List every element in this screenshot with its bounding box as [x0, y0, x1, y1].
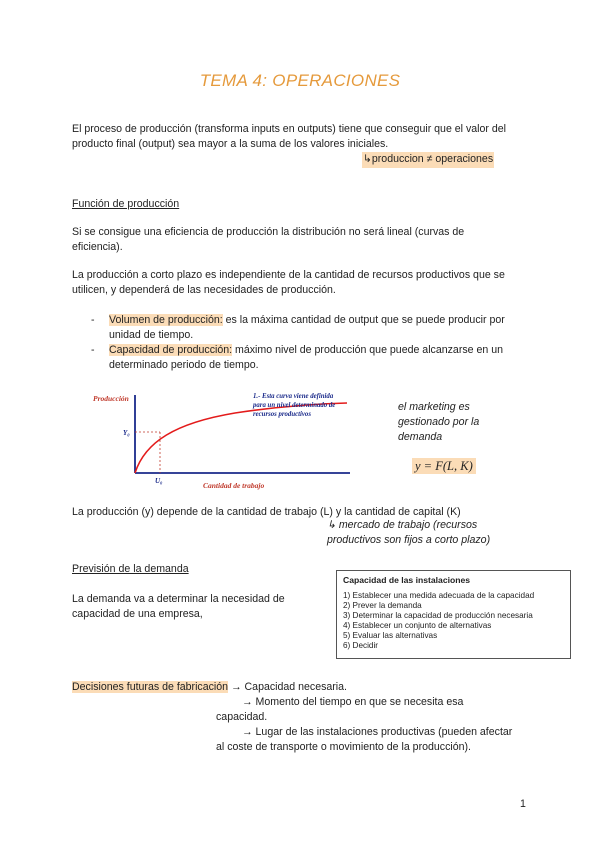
- bullet-term: Volumen de producción:: [109, 314, 223, 326]
- page-number: 1: [520, 798, 526, 810]
- side-note-line: gestionado por la: [398, 416, 480, 428]
- intro-note: ↳produccion ≠ operaciones: [362, 152, 494, 168]
- side-note-line: demanda: [398, 431, 443, 443]
- bullet-marker: -: [91, 314, 95, 326]
- capacity-item: 4) Establecer un conjunto de alternativas: [343, 621, 492, 630]
- bullet-marker: -: [91, 344, 95, 356]
- para2-line-1: La producción a corto plazo es independiente de la cantidad de recursos productivos que se: [72, 269, 505, 281]
- chart-xlabel: Cantidad de trabajo: [203, 481, 265, 490]
- decisions-line: [72, 680, 347, 696]
- para1-line-1: Si se consigue una eficiencia de producción la distribución no será lineal (curvas de: [72, 226, 465, 238]
- section-heading-funcion: Función de producción: [72, 198, 180, 210]
- capacity-item: 3) Determinar la capacidad de producción necesaria: [343, 611, 533, 620]
- decisions-term: Decisiones futuras de fabricación: [72, 681, 229, 693]
- bullet-volumen-cont: unidad de tiempo.: [109, 329, 194, 341]
- demand-line-2: capacidad de una empresa,: [72, 608, 203, 620]
- labor-market-note-2: productivos son fijos a corto plazo): [327, 534, 491, 546]
- capacity-box: [336, 570, 571, 659]
- chart-ylabel: Producción: [93, 394, 129, 403]
- demand-line-1: La demanda va a determinar la necesidad de: [72, 593, 285, 605]
- decisions-arrow-3: → Lugar de las instalaciones productivas (pueden afectar: [242, 726, 513, 738]
- chart-x-tick: U₀: [155, 477, 163, 485]
- bullet-term: Capacidad de producción:: [109, 344, 233, 356]
- production-curve-chart: [85, 387, 365, 495]
- decisions-arrow-2b: capacidad.: [216, 711, 268, 723]
- decisions-arrow-1: → Capacidad necesaria.: [228, 681, 347, 693]
- bullet-text: máximo nivel de producción que puede alcanzarse en un: [232, 344, 503, 356]
- para1-line-2: eficiencia).: [72, 241, 123, 253]
- section-heading-prevision: Previsión de la demanda: [72, 563, 189, 575]
- decisions-arrow-2: → Momento del tiempo en que se necesita esa: [242, 696, 464, 708]
- chart-annotation-line: 1.- Esta curva viene definida: [253, 393, 334, 400]
- intro-line-1: El proceso de producción (transforma inputs en outputs) tiene que conseguir que el valor del: [72, 123, 507, 135]
- chart-annotation-line: para un nivel determinado de: [253, 402, 336, 409]
- decisions-arrow-3b: al coste de transporte o movimiento de la producción).: [216, 741, 471, 753]
- capacity-box-title: Capacidad de las instalaciones: [343, 575, 471, 585]
- side-note-line: el marketing es: [398, 401, 470, 413]
- chart-y-tick: Y₀: [123, 429, 130, 437]
- production-formula: [412, 457, 476, 475]
- labor-market-note-1: ↳ mercado de trabajo (recursos: [327, 519, 478, 531]
- chart-annotation-line: recursos productivos: [253, 411, 311, 418]
- capacity-item: 1) Establecer una medida adecuada de la capacidad: [343, 591, 535, 600]
- bullet-capacidad-cont: determinado periodo de tiempo.: [109, 359, 259, 371]
- bullet-volumen: [109, 313, 505, 329]
- capacity-item: 6) Decidir: [343, 641, 379, 650]
- formula-text: y = F(L, K): [412, 458, 476, 474]
- capacity-item: 2) Prever la demanda: [343, 601, 422, 610]
- capacity-item: 5) Evaluar las alternativas: [343, 631, 438, 640]
- bullet-text: es la máxima cantidad de output que se puede producir por: [222, 314, 505, 326]
- page-title: TEMA 4: OPERACIONES: [199, 71, 401, 90]
- intro-line-2: producto final (output) sea mayor a la suma de los valores iniciales.: [72, 138, 389, 150]
- production-depends-line: La producción (y) depende de la cantidad de trabajo (L) y la cantidad de capital (K): [72, 506, 461, 518]
- production-curve: [135, 403, 347, 473]
- bullet-capacidad: [109, 343, 503, 359]
- para2-line-2: utilicen, y dependerá de las necesidades de producción.: [72, 284, 336, 296]
